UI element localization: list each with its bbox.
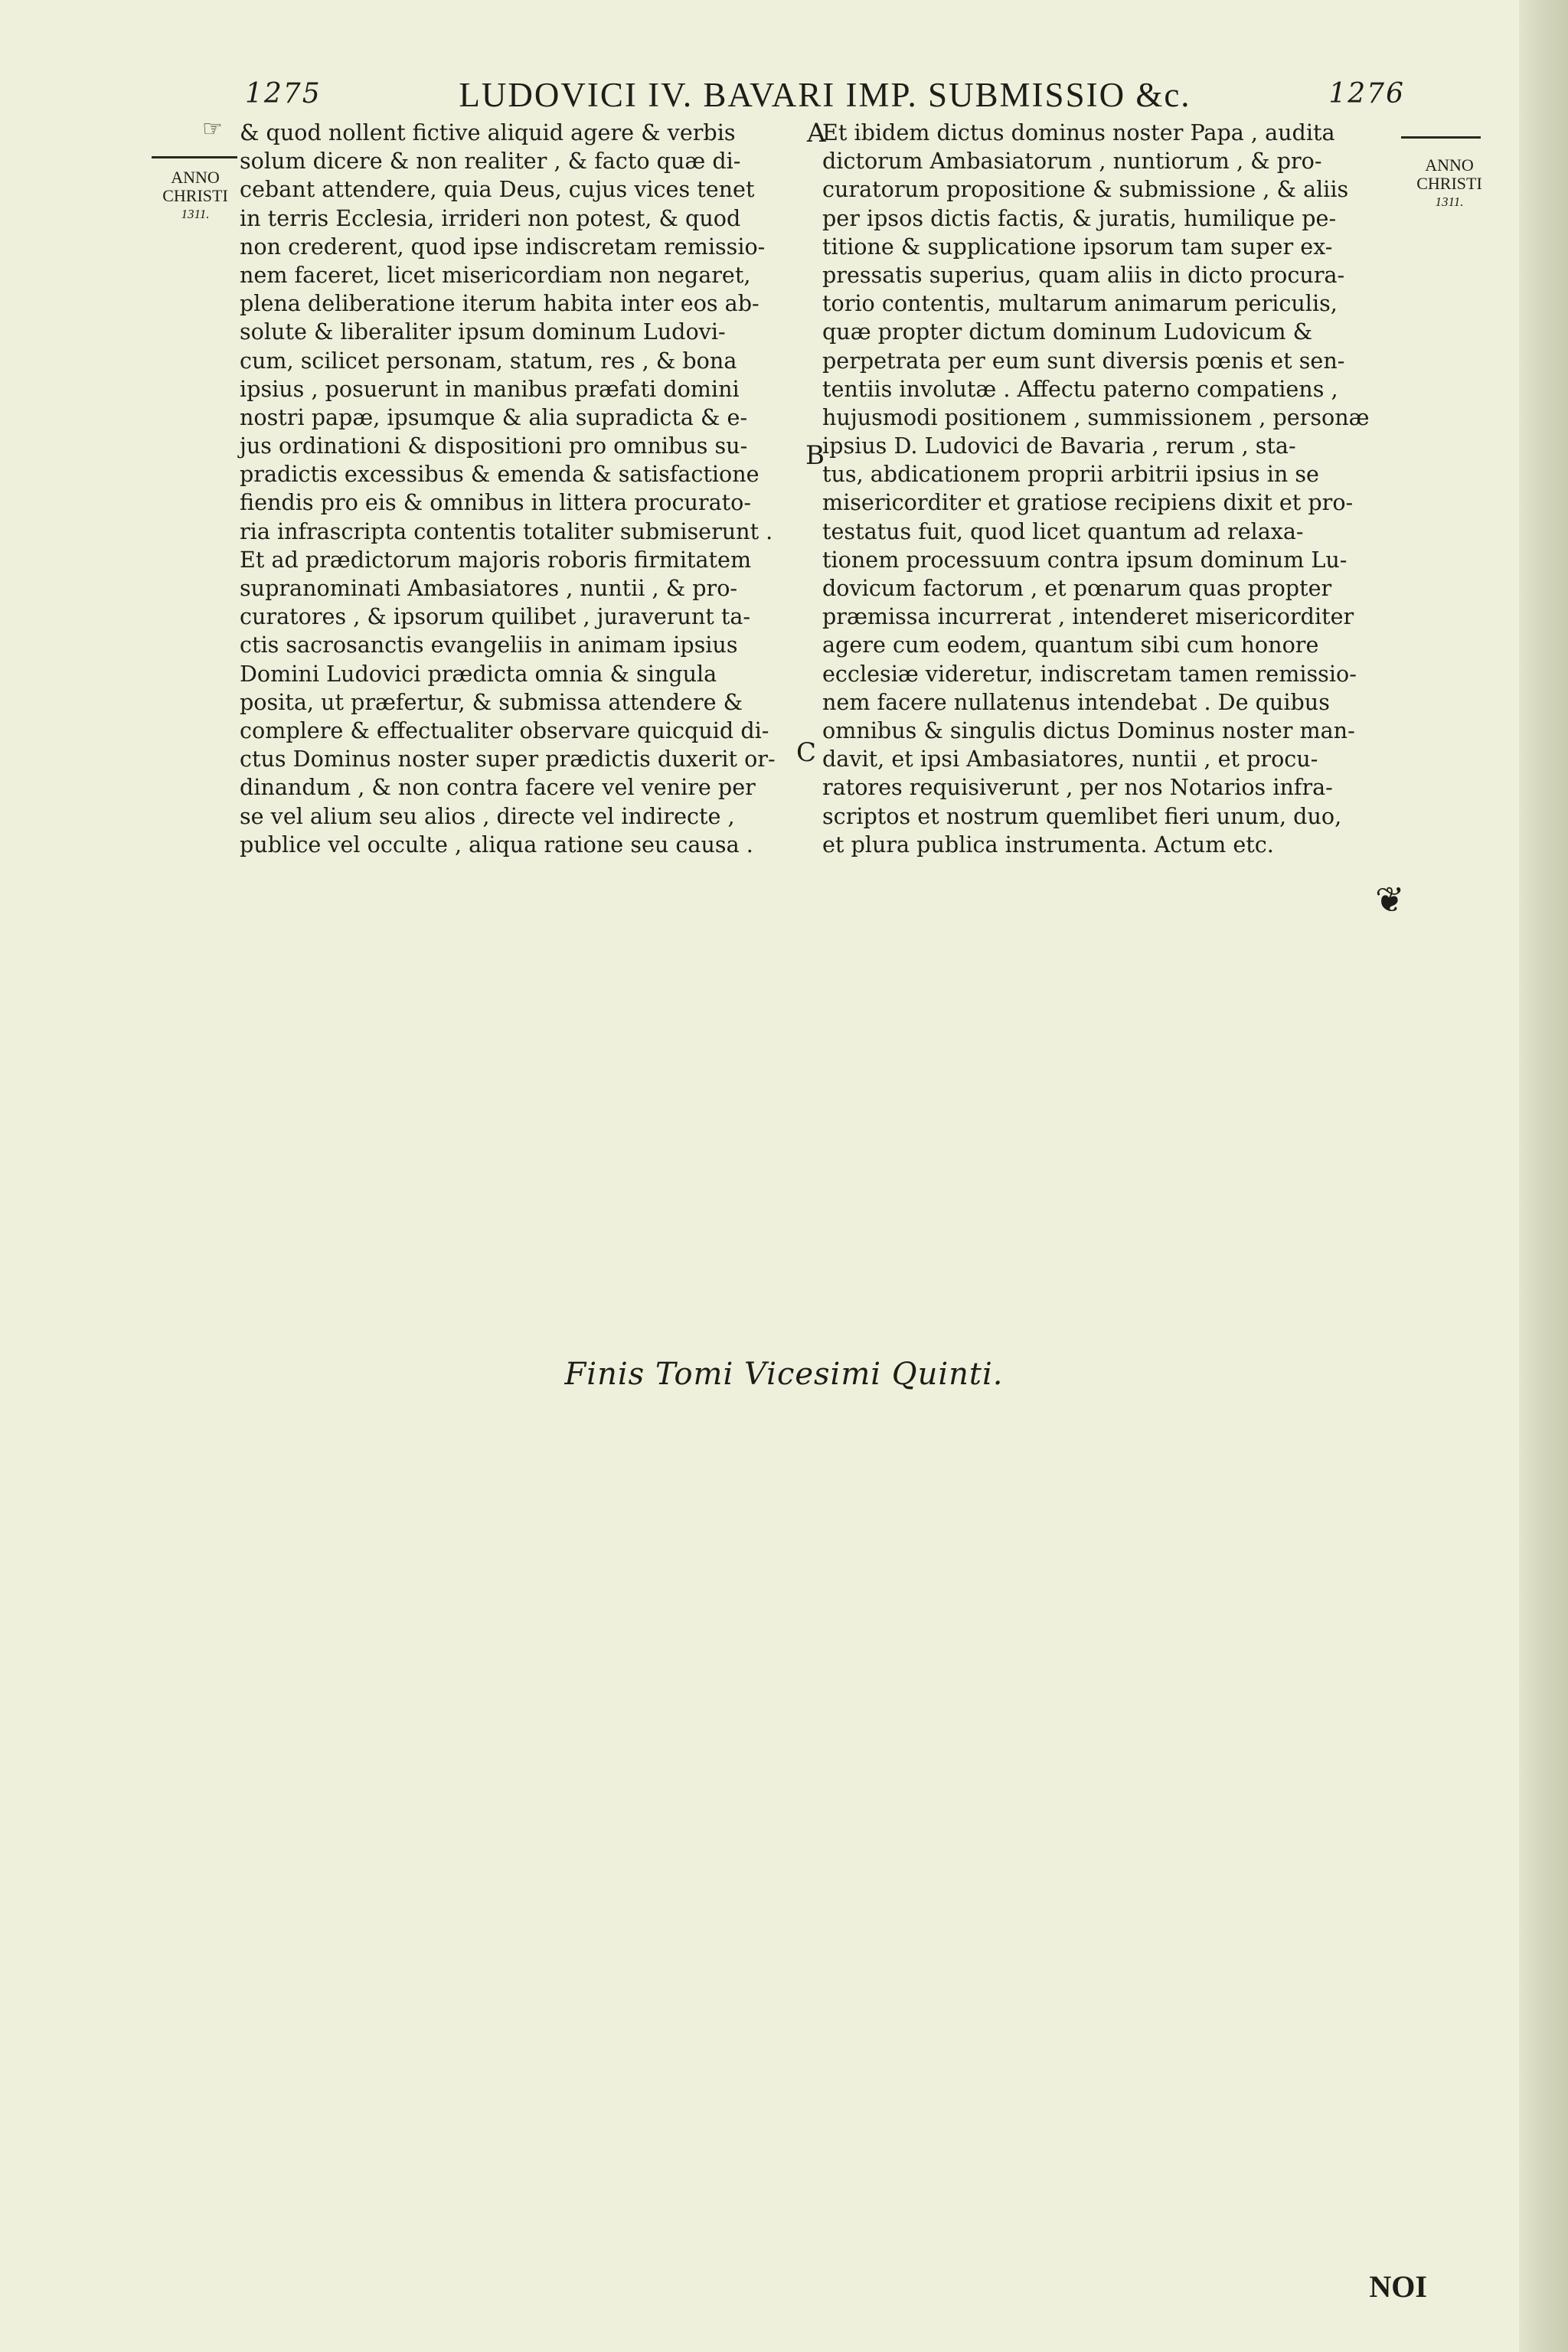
section-letter-b: B (805, 440, 825, 471)
text-line: davit, et ipsi Ambasiatores, nuntii , et procu- (822, 746, 1318, 773)
running-header (245, 78, 1405, 122)
text-line: ipsius D. Ludovici de Bavaria , rerum , sta- (822, 433, 1296, 459)
section-letter-a: A (807, 118, 826, 149)
text-line: se vel alium seu alios , directe vel indirecte , (240, 802, 735, 829)
text-line: Et ibidem dictus dominus noster Papa , audita (822, 119, 1335, 145)
text-line: ipsius , posuerunt in manibus præfati domini (240, 375, 740, 402)
text-line: nem facere nullatenus intendebat . De quibus (822, 688, 1330, 715)
text-line: plena deliberatione iterum habita inter eos ab- (240, 290, 760, 317)
text-line: dinandum , & non contra facere vel venire per (240, 774, 756, 801)
text-line: jus ordinationi & dispositioni pro omnibus su- (240, 433, 748, 459)
text-line: ria infrascripta contentis totaliter submiserunt . (240, 518, 773, 544)
text-line: et plura publica instrumenta. Actum etc. (822, 831, 1274, 858)
left-page-number: 1275 (245, 78, 322, 109)
text-line: dictorum Ambasiatorum , nuntiorum , & pro- (822, 148, 1322, 175)
text-line: per ipsos dictis factis, & juratis, humilique pe- (822, 204, 1337, 231)
text-line: Et ad prædictorum majoris roboris firmitatem (240, 546, 752, 573)
text-line: posita, ut præfertur, & submissa attendere & (240, 688, 743, 715)
text-line: ecclesiæ videretur, indiscretam tamen remissio- (822, 660, 1357, 687)
text-line: torio contentis, multarum animarum periculis, (822, 290, 1338, 317)
text-line: tus, abdicationem proprii arbitrii ipsius in se (822, 461, 1319, 488)
text-line: fiendis pro eis & omnibus in littera procurato- (240, 489, 751, 516)
right-margin-rule (1401, 136, 1481, 139)
text-line: ctis sacrosanctis evangeliis in animam ipsius (240, 632, 738, 658)
text-line: pradictis excessibus & emenda & satisfactione (240, 461, 760, 488)
anno-year: 1311. (181, 207, 210, 221)
text-line: omnibus & singulis dictus Dominus noster man- (822, 717, 1355, 743)
text-line: cum, scilicet personam, statum, res , & bona (240, 347, 737, 374)
left-margin-anno (150, 168, 240, 224)
text-line: agere cum eodem, quantum sibi cum honore (822, 632, 1319, 658)
text-line: ctus Dominus noster super prædictis duxerit or- (240, 746, 776, 773)
text-line: non crederent, quod ipse indiscretam remissio- (240, 233, 766, 260)
text-line: perpetrata per eum sunt diversis pœnis et sen- (822, 347, 1345, 374)
running-title: LUDOVICI IV. BAVARI IMP. SUBMISSIO &c. (459, 76, 1191, 114)
left-margin-rule (152, 156, 237, 158)
section-letter-c: C (796, 737, 817, 768)
text-line: pressatis superius, quam aliis in dicto procura- (822, 261, 1345, 288)
right-text-column (822, 119, 1389, 859)
right-page-number: 1276 (1328, 78, 1405, 109)
text-line: curatorum propositione & submissione , & aliis (822, 176, 1349, 203)
text-line: hujusmodi positionem , summissionem , personæ (822, 403, 1370, 430)
text-line: tentiis involutæ . Affectu paterno compatiens , (822, 375, 1338, 402)
anno-year: 1311. (1435, 194, 1464, 209)
text-line: in terris Ecclesia, irrideri non potest, & quod (240, 204, 741, 231)
text-line: titione & supplicatione ipsorum tam super ex- (822, 233, 1333, 260)
text-line: ratores requisiverunt , per nos Notarios infra- (822, 774, 1333, 801)
anno-label: ANNO (1425, 155, 1474, 175)
catchword: NOI (1369, 2269, 1427, 2304)
text-line: præmissa incurrerat , intenderet misericorditer (822, 603, 1354, 630)
manicule-icon: ☞ (202, 116, 223, 142)
right-margin-anno (1404, 156, 1494, 211)
text-line: publice vel occulte , aliqua ratione seu causa . (240, 831, 753, 858)
text-line: complere & effectualiter observare quicquid di- (240, 717, 769, 743)
left-text-column (240, 119, 806, 859)
page-edge-shadow (1519, 0, 1568, 2352)
text-line: solute & liberaliter ipsum dominum Ludovi- (240, 318, 726, 345)
text-line: supranominati Ambasiatores , nuntii , & pro- (240, 575, 738, 601)
text-line: dovicum factorum , et pœnarum quas propter (822, 575, 1332, 601)
text-line: tionem processuum contra ipsum dominum Lu- (822, 546, 1348, 573)
text-line: curatores , & ipsorum quilibet , juraverunt ta- (240, 603, 751, 630)
text-line: Domini Ludovici prædicta omnia & singula (240, 660, 717, 687)
text-line: cebant attendere, quia Deus, cujus vices tenet (240, 176, 755, 203)
finis-line: Finis Tomi Vicesimi Quinti. (564, 1357, 1004, 1392)
text-line: nem faceret, licet misericordiam non negaret, (240, 261, 751, 288)
text-line: misericorditer et gratiose recipiens dixit et pro- (822, 489, 1354, 516)
fleuron-ornament-icon: ❦ (1375, 879, 1405, 920)
christi-label: CHRISTI (1416, 174, 1482, 193)
text-line: quæ propter dictum dominum Ludovicum & (822, 318, 1313, 345)
text-line: testatus fuit, quod licet quantum ad relaxa- (822, 518, 1304, 544)
text-line: solum dicere & non realiter , & facto quæ di- (240, 148, 741, 175)
text-line: scriptos et nostrum quemlibet fieri unum, duo, (822, 802, 1342, 829)
text-line: & quod nollent fictive aliquid agere & verbis (240, 119, 736, 145)
text-line: nostri papæ, ipsumque & alia supradicta & e- (240, 403, 748, 430)
christi-label: CHRISTI (162, 186, 228, 205)
anno-label: ANNO (171, 168, 220, 187)
